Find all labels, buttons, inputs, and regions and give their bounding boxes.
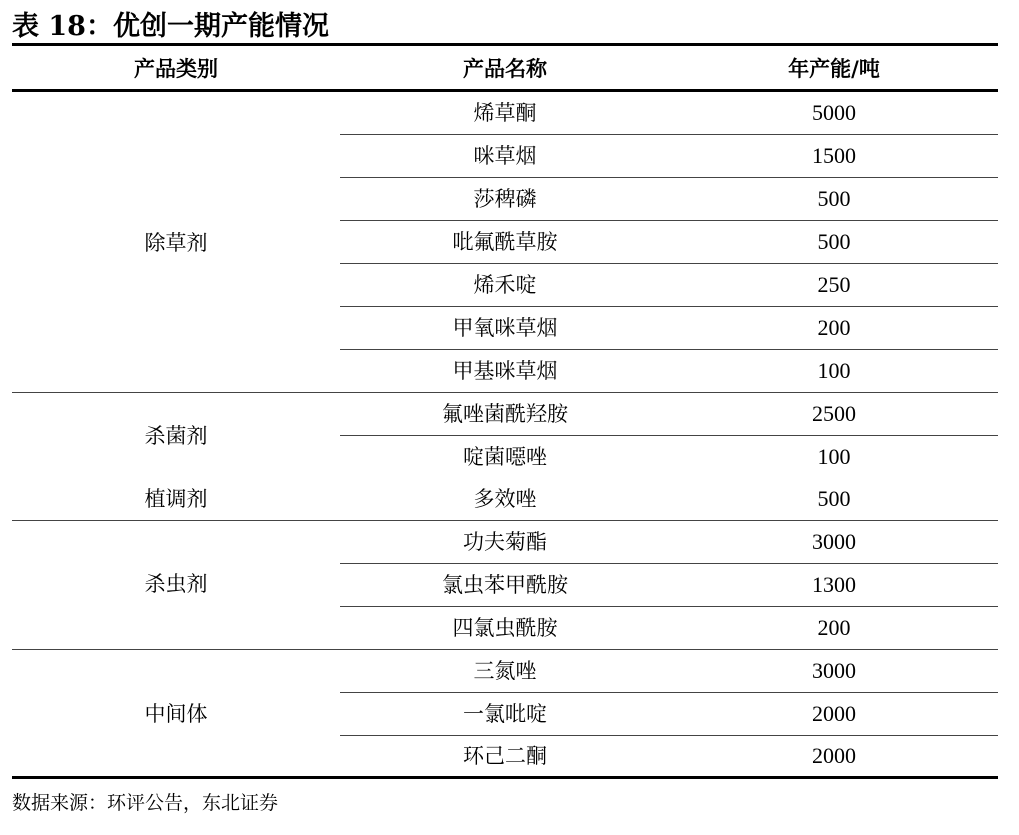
product-name: 氟唑菌酰羟胺 xyxy=(442,402,568,426)
product-name: 咪草烟 xyxy=(473,144,537,168)
capacity-value: 2000 xyxy=(812,701,856,726)
product-name: 一氯吡啶 xyxy=(463,702,547,726)
capacity-value: 2500 xyxy=(812,401,856,426)
product-name: 四氯虫酰胺 xyxy=(452,616,558,640)
capacity-value: 1500 xyxy=(812,143,856,168)
capacity-value: 500 xyxy=(817,486,851,511)
header-capacity: 年产能/吨 xyxy=(788,56,880,81)
category-label: 除草剂 xyxy=(144,231,208,255)
capacity-value: 200 xyxy=(817,315,851,340)
bottom-rule xyxy=(12,776,998,779)
capacity-value: 3000 xyxy=(812,529,856,554)
category-label: 杀菌剂 xyxy=(144,424,208,448)
capacity-value: 1300 xyxy=(812,572,856,597)
capacity-value: 2000 xyxy=(812,743,856,768)
product-name: 吡氟酰草胺 xyxy=(452,230,558,254)
capacity-value: 500 xyxy=(817,229,851,254)
category-label: 植调剂 xyxy=(144,487,208,511)
product-name: 多效唑 xyxy=(473,487,537,511)
top-rule xyxy=(12,43,998,46)
capacity-value: 5000 xyxy=(812,100,856,125)
category-label: 杀虫剂 xyxy=(144,572,208,596)
capacity-value: 500 xyxy=(817,186,851,211)
category-label: 中间体 xyxy=(144,702,208,726)
table-title: 表 18：优创一期产能情况 xyxy=(12,11,329,42)
product-name: 氯虫苯甲酰胺 xyxy=(442,573,568,597)
capacity-value: 100 xyxy=(817,444,851,469)
source-note: 数据来源：环评公告，东北证券 xyxy=(12,792,279,814)
product-name: 烯草酮 xyxy=(473,101,537,125)
header-product: 产品名称 xyxy=(463,56,547,81)
header-category: 产品类别 xyxy=(134,56,218,81)
product-name: 啶菌噁唑 xyxy=(463,445,547,469)
capacity-value: 200 xyxy=(817,615,851,640)
product-name: 烯禾啶 xyxy=(473,273,537,297)
capacity-value: 250 xyxy=(817,272,851,297)
capacity-value: 100 xyxy=(817,358,851,383)
product-name: 功夫菊酯 xyxy=(463,530,547,554)
product-name: 甲基咪草烟 xyxy=(452,359,558,383)
capacity-value: 3000 xyxy=(812,658,856,683)
product-name: 环己二酮 xyxy=(463,744,547,768)
product-name: 莎稗磷 xyxy=(473,187,537,211)
product-name: 三氮唑 xyxy=(473,659,537,683)
product-name: 甲氧咪草烟 xyxy=(452,316,558,340)
